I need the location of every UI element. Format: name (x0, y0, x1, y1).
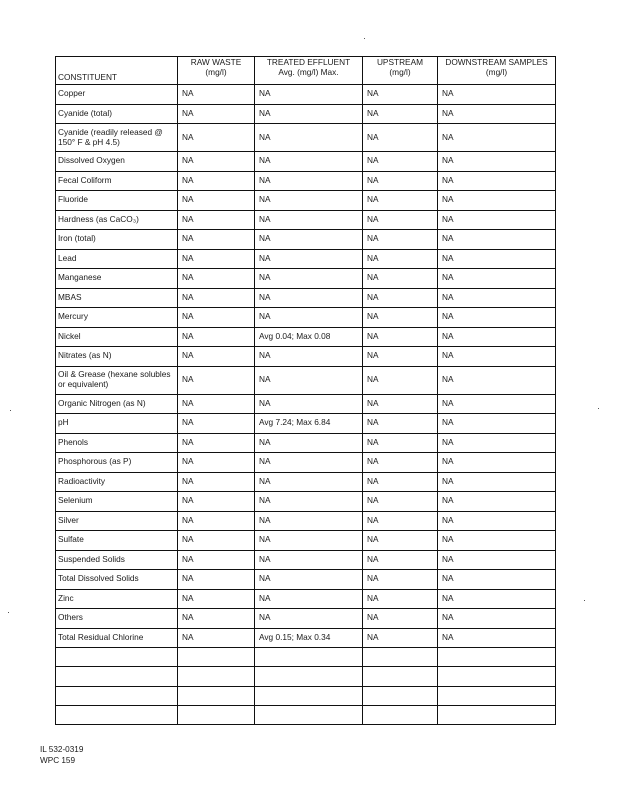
downstream-value: NA (438, 85, 556, 105)
treated-effluent-value: Avg 0.15; Max 0.34 (255, 628, 363, 648)
constituent-name: Zinc (56, 589, 178, 609)
blank-cell (56, 648, 178, 667)
downstream-value: NA (438, 308, 556, 328)
raw-waste-value: NA (178, 570, 255, 590)
upstream-value: NA (363, 492, 438, 512)
raw-waste-value: NA (178, 414, 255, 434)
constituent-name: Total Dissolved Solids (56, 570, 178, 590)
upstream-value: NA (363, 472, 438, 492)
treated-effluent-value: NA (255, 453, 363, 473)
table-row (56, 433, 556, 453)
table-row (56, 492, 556, 512)
header-downstream-samples: DOWNSTREAM SAMPLES (mg/l) (438, 57, 556, 85)
constituent-name: Selenium (56, 492, 178, 512)
blank-row (56, 667, 556, 686)
table-row (56, 394, 556, 414)
treated-effluent-value: NA (255, 570, 363, 590)
raw-waste-value: NA (178, 210, 255, 230)
constituent-name: Silver (56, 511, 178, 531)
upstream-value: NA (363, 210, 438, 230)
raw-waste-value: NA (178, 366, 255, 394)
constituent-name: Fluoride (56, 191, 178, 211)
downstream-value: NA (438, 570, 556, 590)
raw-waste-value: NA (178, 308, 255, 328)
form-code: WPC 159 (40, 756, 76, 765)
blank-cell (56, 686, 178, 705)
raw-waste-value: NA (178, 394, 255, 414)
constituent-name: Mercury (56, 308, 178, 328)
upstream-value: NA (363, 347, 438, 367)
downstream-value: NA (438, 288, 556, 308)
treated-effluent-value: NA (255, 124, 363, 152)
blank-cell (178, 667, 255, 686)
constituent-name: Dissolved Oxygen (56, 152, 178, 172)
constituent-name: MBAS (56, 288, 178, 308)
treated-effluent-value: NA (255, 210, 363, 230)
table-row (56, 152, 556, 172)
header-treated-effluent: TREATED EFFLUENT Avg. (mg/l) Max. (255, 57, 363, 85)
downstream-value: NA (438, 366, 556, 394)
blank-cell (438, 686, 556, 705)
upstream-value: NA (363, 589, 438, 609)
downstream-value: NA (438, 394, 556, 414)
raw-waste-value: NA (178, 191, 255, 211)
table-header-row (56, 57, 556, 85)
scan-speck (10, 410, 11, 411)
upstream-value: NA (363, 550, 438, 570)
treated-effluent-value: NA (255, 308, 363, 328)
table-body (56, 85, 556, 725)
blank-cell (178, 686, 255, 705)
header-upstream: UPSTREAM (mg/l) (363, 57, 438, 85)
treated-effluent-value: NA (255, 269, 363, 289)
blank-cell (438, 648, 556, 667)
header-raw-waste: RAW WASTE (mg/l) (178, 57, 255, 85)
downstream-value: NA (438, 511, 556, 531)
downstream-value: NA (438, 210, 556, 230)
table-row (56, 230, 556, 250)
blank-cell (178, 705, 255, 724)
downstream-value: NA (438, 414, 556, 434)
treated-effluent-value: NA (255, 288, 363, 308)
constituent-name: Cyanide (total) (56, 104, 178, 124)
table-row (56, 570, 556, 590)
form-footer (40, 744, 83, 766)
blank-cell (255, 686, 363, 705)
table-row (56, 414, 556, 434)
upstream-value: NA (363, 609, 438, 629)
treated-effluent-value: NA (255, 347, 363, 367)
downstream-value: NA (438, 327, 556, 347)
table-row (56, 191, 556, 211)
raw-waste-value: NA (178, 171, 255, 191)
constituent-name: Iron (total) (56, 230, 178, 250)
upstream-value: NA (363, 366, 438, 394)
downstream-value: NA (438, 492, 556, 512)
downstream-value: NA (438, 152, 556, 172)
upstream-value: NA (363, 124, 438, 152)
upstream-value: NA (363, 249, 438, 269)
table-row (56, 531, 556, 551)
treated-effluent-value: NA (255, 550, 363, 570)
raw-waste-value: NA (178, 152, 255, 172)
constituent-name: Hardness (as CaCO₃) (56, 210, 178, 230)
table-row (56, 171, 556, 191)
upstream-value: NA (363, 414, 438, 434)
constituent-name: Others (56, 609, 178, 629)
upstream-value: NA (363, 288, 438, 308)
treated-effluent-value: NA (255, 85, 363, 105)
raw-waste-value: NA (178, 230, 255, 250)
constituent-name: Suspended Solids (56, 550, 178, 570)
blank-cell (363, 686, 438, 705)
raw-waste-value: NA (178, 104, 255, 124)
treated-effluent-value: NA (255, 511, 363, 531)
blank-cell (178, 648, 255, 667)
downstream-value: NA (438, 453, 556, 473)
downstream-value: NA (438, 249, 556, 269)
constituent-name: Copper (56, 85, 178, 105)
table-row (56, 210, 556, 230)
downstream-value: NA (438, 589, 556, 609)
downstream-value: NA (438, 628, 556, 648)
upstream-value: NA (363, 171, 438, 191)
downstream-value: NA (438, 531, 556, 551)
upstream-value: NA (363, 85, 438, 105)
raw-waste-value: NA (178, 124, 255, 152)
treated-effluent-value: NA (255, 492, 363, 512)
raw-waste-value: NA (178, 609, 255, 629)
constituent-name: Total Residual Chlorine (56, 628, 178, 648)
raw-waste-value: NA (178, 288, 255, 308)
treated-effluent-value: NA (255, 394, 363, 414)
upstream-value: NA (363, 628, 438, 648)
raw-waste-value: NA (178, 269, 255, 289)
downstream-value: NA (438, 609, 556, 629)
downstream-value: NA (438, 230, 556, 250)
table-row (56, 589, 556, 609)
constituent-name: Phenols (56, 433, 178, 453)
constituent-name: Nickel (56, 327, 178, 347)
treated-effluent-value: NA (255, 230, 363, 250)
downstream-value: NA (438, 472, 556, 492)
blank-cell (56, 667, 178, 686)
table-row (56, 104, 556, 124)
table-row (56, 511, 556, 531)
treated-effluent-value: NA (255, 433, 363, 453)
upstream-value: NA (363, 531, 438, 551)
raw-waste-value: NA (178, 550, 255, 570)
table-row (56, 550, 556, 570)
blank-row (56, 686, 556, 705)
raw-waste-value: NA (178, 433, 255, 453)
constituent-name: Organic Nitrogen (as N) (56, 394, 178, 414)
upstream-value: NA (363, 453, 438, 473)
blank-cell (363, 705, 438, 724)
treated-effluent-value: NA (255, 609, 363, 629)
blank-cell (363, 667, 438, 686)
blank-row (56, 705, 556, 724)
header-constituent: CONSTITUENT (56, 57, 178, 85)
treated-effluent-value: NA (255, 531, 363, 551)
constituent-name: Nitrates (as N) (56, 347, 178, 367)
upstream-value: NA (363, 570, 438, 590)
scan-speck (364, 38, 365, 39)
raw-waste-value: NA (178, 327, 255, 347)
downstream-value: NA (438, 550, 556, 570)
raw-waste-value: NA (178, 492, 255, 512)
downstream-value: NA (438, 191, 556, 211)
constituent-table (55, 56, 556, 725)
blank-cell (56, 705, 178, 724)
raw-waste-value: NA (178, 249, 255, 269)
raw-waste-value: NA (178, 531, 255, 551)
raw-waste-value: NA (178, 85, 255, 105)
table-row (56, 124, 556, 152)
constituent-name: Lead (56, 249, 178, 269)
treated-effluent-value: NA (255, 104, 363, 124)
constituent-name: Phosphorous (as P) (56, 453, 178, 473)
downstream-value: NA (438, 347, 556, 367)
table-row (56, 308, 556, 328)
constituent-name: Radioactivity (56, 472, 178, 492)
treated-effluent-value: NA (255, 152, 363, 172)
constituent-name: Sulfate (56, 531, 178, 551)
downstream-value: NA (438, 269, 556, 289)
table-row (56, 347, 556, 367)
blank-cell (255, 705, 363, 724)
table-row (56, 288, 556, 308)
downstream-value: NA (438, 433, 556, 453)
raw-waste-value: NA (178, 472, 255, 492)
downstream-value: NA (438, 171, 556, 191)
upstream-value: NA (363, 433, 438, 453)
treated-effluent-value: NA (255, 249, 363, 269)
upstream-value: NA (363, 394, 438, 414)
downstream-value: NA (438, 104, 556, 124)
treated-effluent-value: NA (255, 191, 363, 211)
raw-waste-value: NA (178, 347, 255, 367)
treated-effluent-value: Avg 0.04; Max 0.08 (255, 327, 363, 347)
blank-cell (255, 667, 363, 686)
table-row (56, 609, 556, 629)
table-row (56, 472, 556, 492)
downstream-value: NA (438, 124, 556, 152)
blank-cell (363, 648, 438, 667)
scan-speck (598, 408, 599, 409)
constituent-name: Cyanide (readily released @ 150° F & pH 4.5) (56, 124, 178, 152)
upstream-value: NA (363, 104, 438, 124)
blank-cell (438, 667, 556, 686)
upstream-value: NA (363, 511, 438, 531)
table-row (56, 85, 556, 105)
constituent-name: Manganese (56, 269, 178, 289)
upstream-value: NA (363, 230, 438, 250)
table-row (56, 327, 556, 347)
treated-effluent-value: NA (255, 171, 363, 191)
blank-row (56, 648, 556, 667)
raw-waste-value: NA (178, 453, 255, 473)
raw-waste-value: NA (178, 511, 255, 531)
table-row (56, 628, 556, 648)
blank-cell (438, 705, 556, 724)
raw-waste-value: NA (178, 589, 255, 609)
table-row (56, 453, 556, 473)
scan-speck (8, 612, 9, 613)
constituent-name: Fecal Coliform (56, 171, 178, 191)
upstream-value: NA (363, 327, 438, 347)
raw-waste-value: NA (178, 628, 255, 648)
constituent-name: pH (56, 414, 178, 434)
upstream-value: NA (363, 152, 438, 172)
treated-effluent-value: NA (255, 472, 363, 492)
upstream-value: NA (363, 269, 438, 289)
form-number: IL 532-0319 (40, 745, 84, 754)
blank-cell (255, 648, 363, 667)
table-row (56, 269, 556, 289)
constituent-name: Oil & Grease (hexane solubles or equivalent) (56, 366, 178, 394)
upstream-value: NA (363, 308, 438, 328)
scan-speck (584, 600, 585, 601)
treated-effluent-value: Avg 7.24; Max 6.84 (255, 414, 363, 434)
treated-effluent-value: NA (255, 589, 363, 609)
treated-effluent-value: NA (255, 366, 363, 394)
table-row (56, 249, 556, 269)
table-row (56, 366, 556, 394)
upstream-value: NA (363, 191, 438, 211)
